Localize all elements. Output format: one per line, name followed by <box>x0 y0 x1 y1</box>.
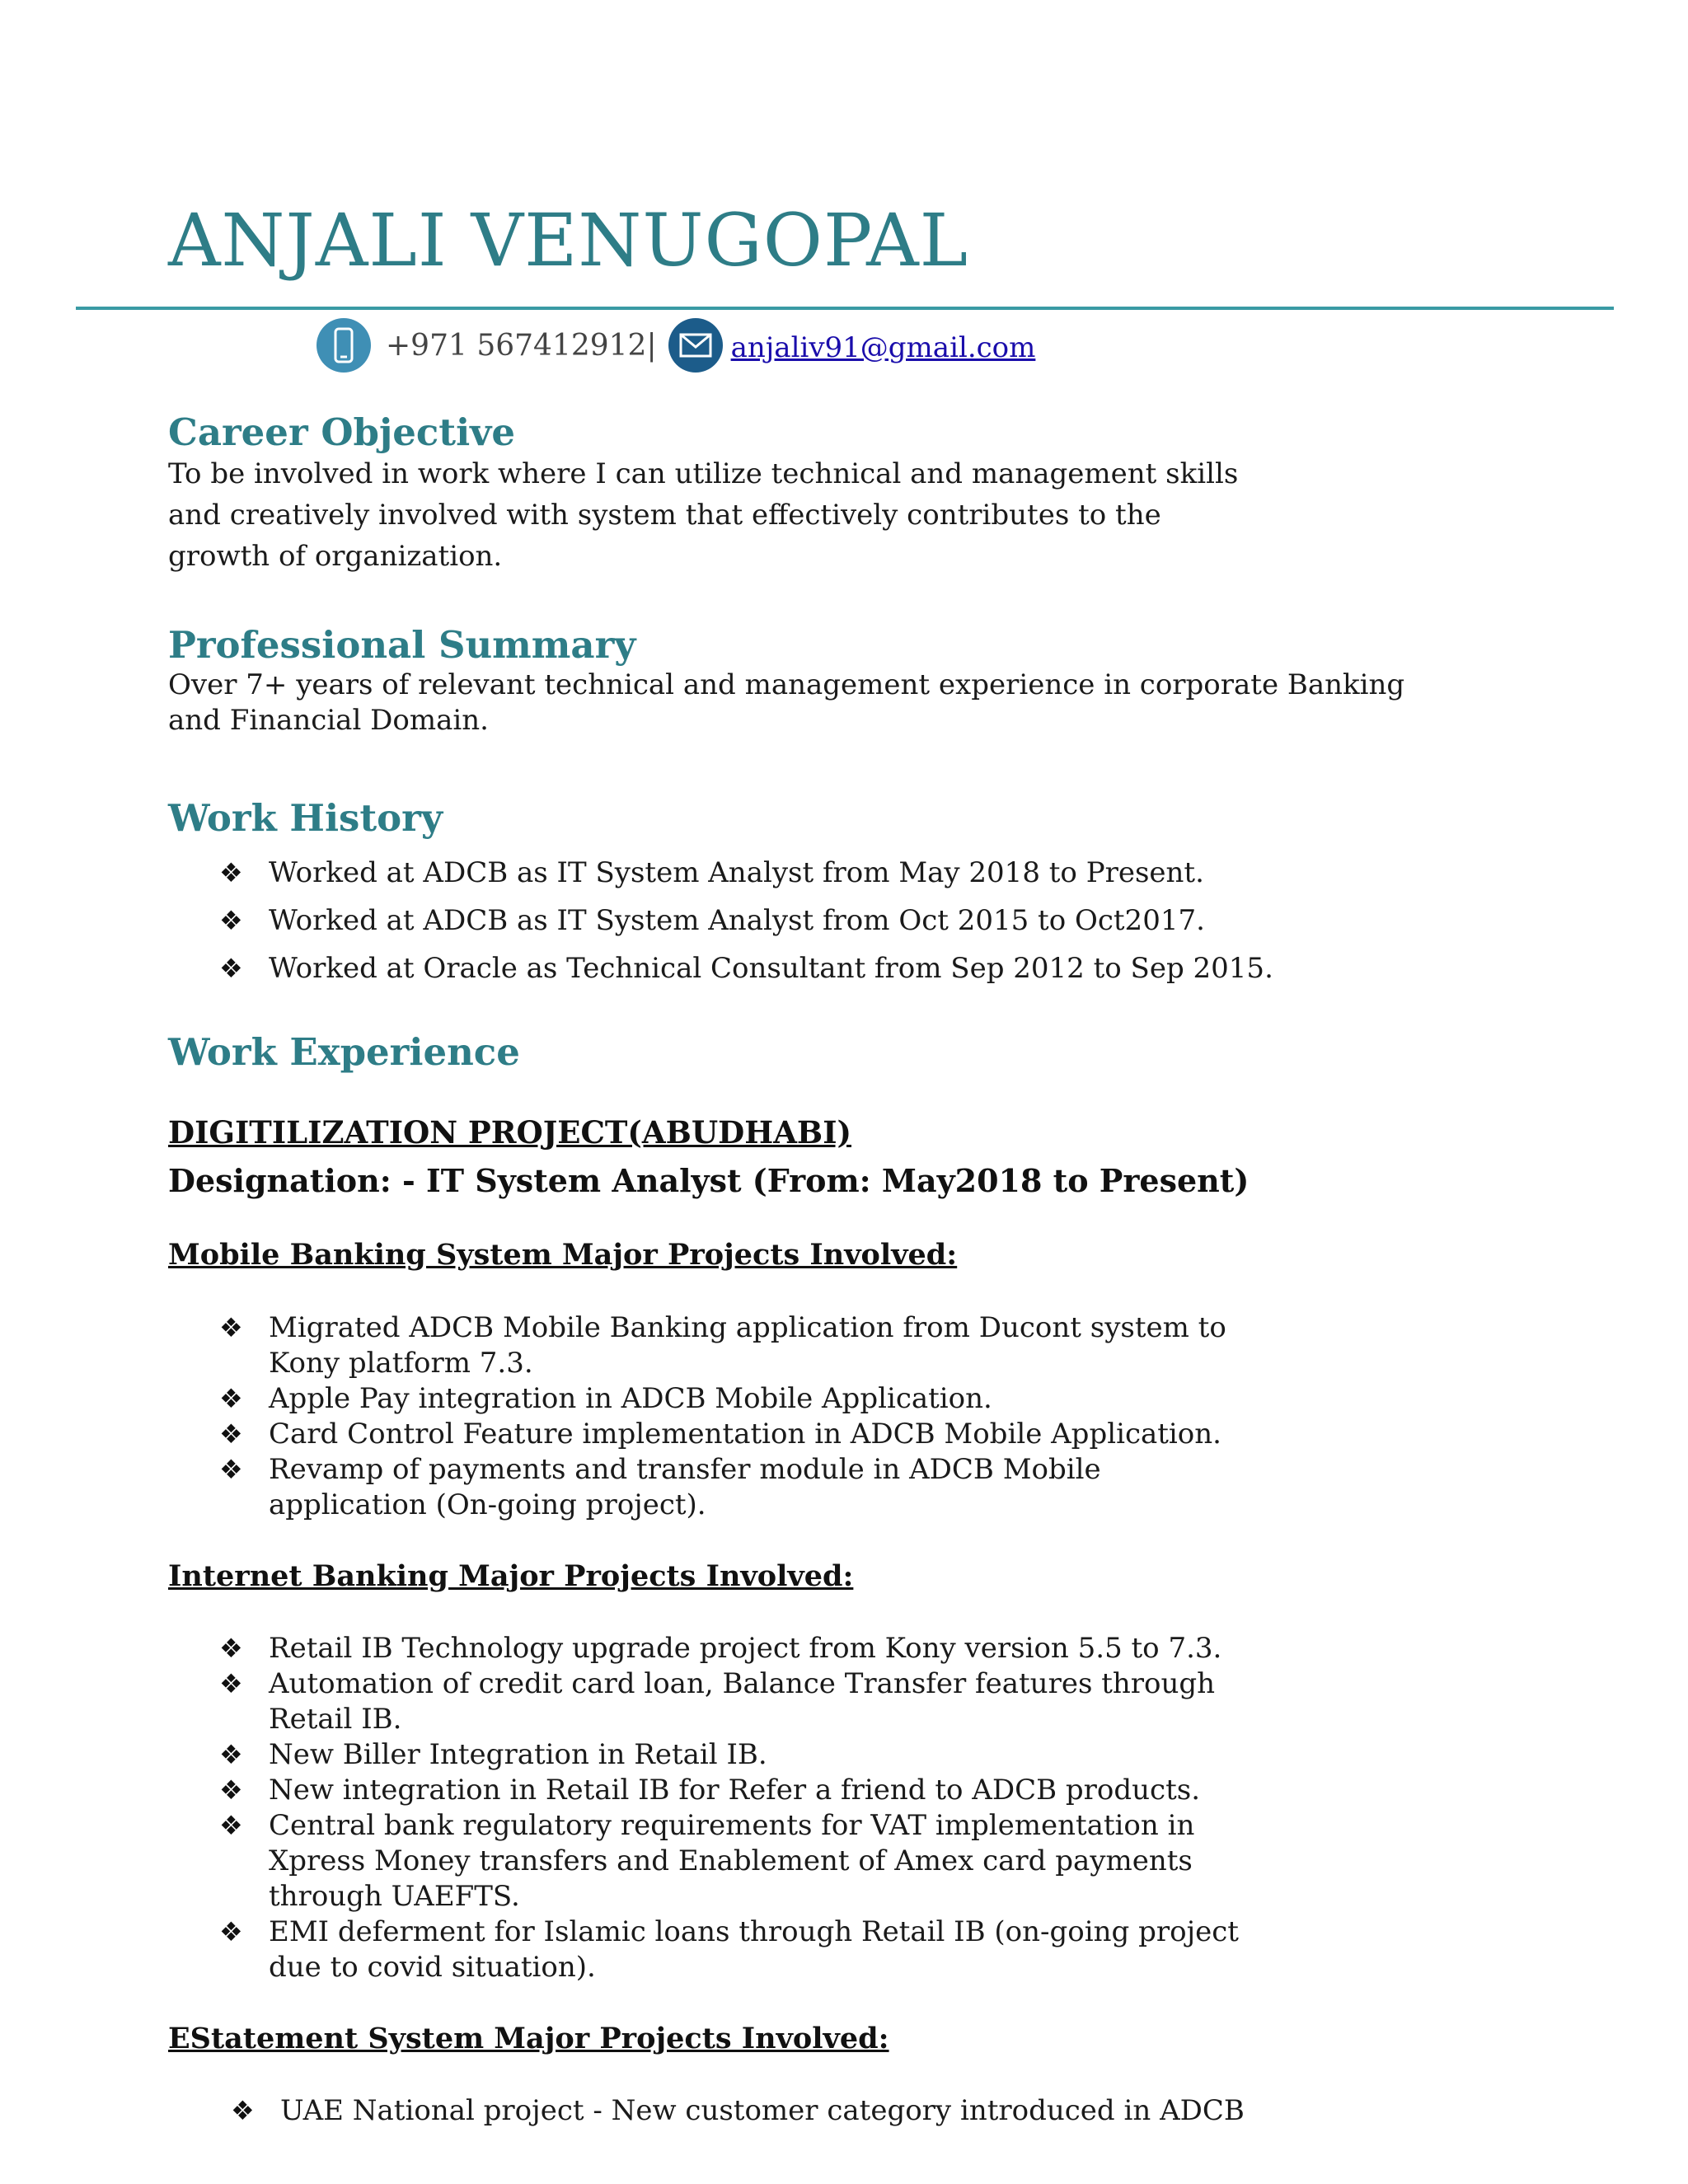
bullet-diamond-icon: ❖ <box>219 1810 243 1841</box>
list-item: ❖ Central bank regulatory requirements for VAT implementation in Xpress Money transfers and Enablement of Amex card payments through UAEFTS. <box>219 1809 1195 1913</box>
header-divider <box>76 307 1614 310</box>
contact-bar <box>316 316 1035 374</box>
bullet-diamond-icon: ❖ <box>219 905 243 936</box>
bullet-diamond-icon: ❖ <box>219 1668 243 1699</box>
list-item: ❖ Migrated ADCB Mobile Banking application from Ducont system to Kony platform 7.3. <box>219 1311 1226 1380</box>
list-item: ❖ New Biller Integration in Retail IB. <box>219 1738 767 1771</box>
section-title-career-objective: Career Objective <box>168 410 515 454</box>
list-item: ❖ New integration in Retail IB for Refer a friend to ADCB products. <box>219 1774 1201 1807</box>
estatement-list <box>231 2093 1245 2129</box>
list-item: ❖ Worked at ADCB as IT System Analyst from May 2018 to Present. <box>219 849 1273 897</box>
list-item: ❖ EMI deferment for Islamic loans through Retail IB (on-going project due to covid situation). <box>219 1915 1239 1984</box>
text-line: and creatively involved with system that effectively contributes to the <box>168 499 1161 532</box>
professional-summary-text <box>168 668 1404 738</box>
list-item: ❖ Worked at ADCB as IT System Analyst from Oct 2015 to Oct2017. <box>219 897 1273 944</box>
mobile-banking-heading: Mobile Banking System Major Projects Involved: <box>168 1238 958 1272</box>
section-title-work-history: Work History <box>168 796 443 840</box>
bullet-diamond-icon: ❖ <box>219 1916 243 1947</box>
section-title-work-experience: Work Experience <box>168 1030 520 1074</box>
mobile-banking-list <box>219 1310 1226 1523</box>
bullet-diamond-icon: ❖ <box>219 1739 243 1770</box>
phone-number: +971 567412912| <box>386 328 657 363</box>
bullet-diamond-icon: ❖ <box>219 1454 243 1485</box>
text-line: To be involved in work where I can utilize technical and management skills <box>168 457 1239 490</box>
list-item: ❖ Card Control Feature implementation in ADCB Mobile Application. <box>219 1418 1221 1451</box>
bullet-diamond-icon: ❖ <box>219 1633 243 1664</box>
list-item: ❖ Worked at Oracle as Technical Consultant from Sep 2012 to Sep 2015. <box>219 944 1273 992</box>
project-title: DIGITILIZATION PROJECT(ABUDHABI) <box>168 1114 852 1151</box>
bullet-diamond-icon: ❖ <box>219 1418 243 1450</box>
text-line: Over 7+ years of relevant technical and management experience in corporate Banking <box>168 668 1405 701</box>
list-item: ❖ UAE National project - New customer category introduced in ADCB <box>231 2094 1245 2127</box>
bullet-diamond-icon: ❖ <box>231 2095 255 2126</box>
bullet-diamond-icon: ❖ <box>219 1383 243 1414</box>
list-item: ❖ Apple Pay integration in ADCB Mobile Application. <box>219 1382 992 1415</box>
candidate-name: ANJALI VENUGOPAL <box>168 198 969 283</box>
list-item: ❖ Automation of credit card loan, Balance Transfer features through Retail IB. <box>219 1667 1216 1736</box>
bullet-diamond-icon: ❖ <box>219 857 243 888</box>
bullet-diamond-icon: ❖ <box>219 1312 243 1343</box>
bullet-diamond-icon: ❖ <box>219 953 243 984</box>
career-objective-text <box>168 453 1238 577</box>
work-history-list <box>219 849 1273 992</box>
internet-banking-heading: Internet Banking Major Projects Involved: <box>168 1559 854 1593</box>
internet-banking-list <box>219 1631 1239 1985</box>
list-item: ❖ Retail IB Technology upgrade project from Kony version 5.5 to 7.3. <box>219 1632 1222 1665</box>
email-link[interactable]: anjaliv91@gmail.com <box>730 331 1036 364</box>
section-title-professional-summary: Professional Summary <box>168 623 636 667</box>
mail-icon <box>668 318 723 373</box>
text-line: and Financial Domain. <box>168 704 489 737</box>
designation: Designation: - IT System Analyst (From: May2018 to Present) <box>168 1162 1250 1199</box>
list-item: ❖ Revamp of payments and transfer module in ADCB Mobile application (On-going project). <box>219 1453 1101 1521</box>
phone-icon <box>316 318 371 373</box>
bullet-diamond-icon: ❖ <box>219 1774 243 1806</box>
text-line: growth of organization. <box>168 540 503 573</box>
estatement-heading: EStatement System Major Projects Involved: <box>168 2022 889 2055</box>
